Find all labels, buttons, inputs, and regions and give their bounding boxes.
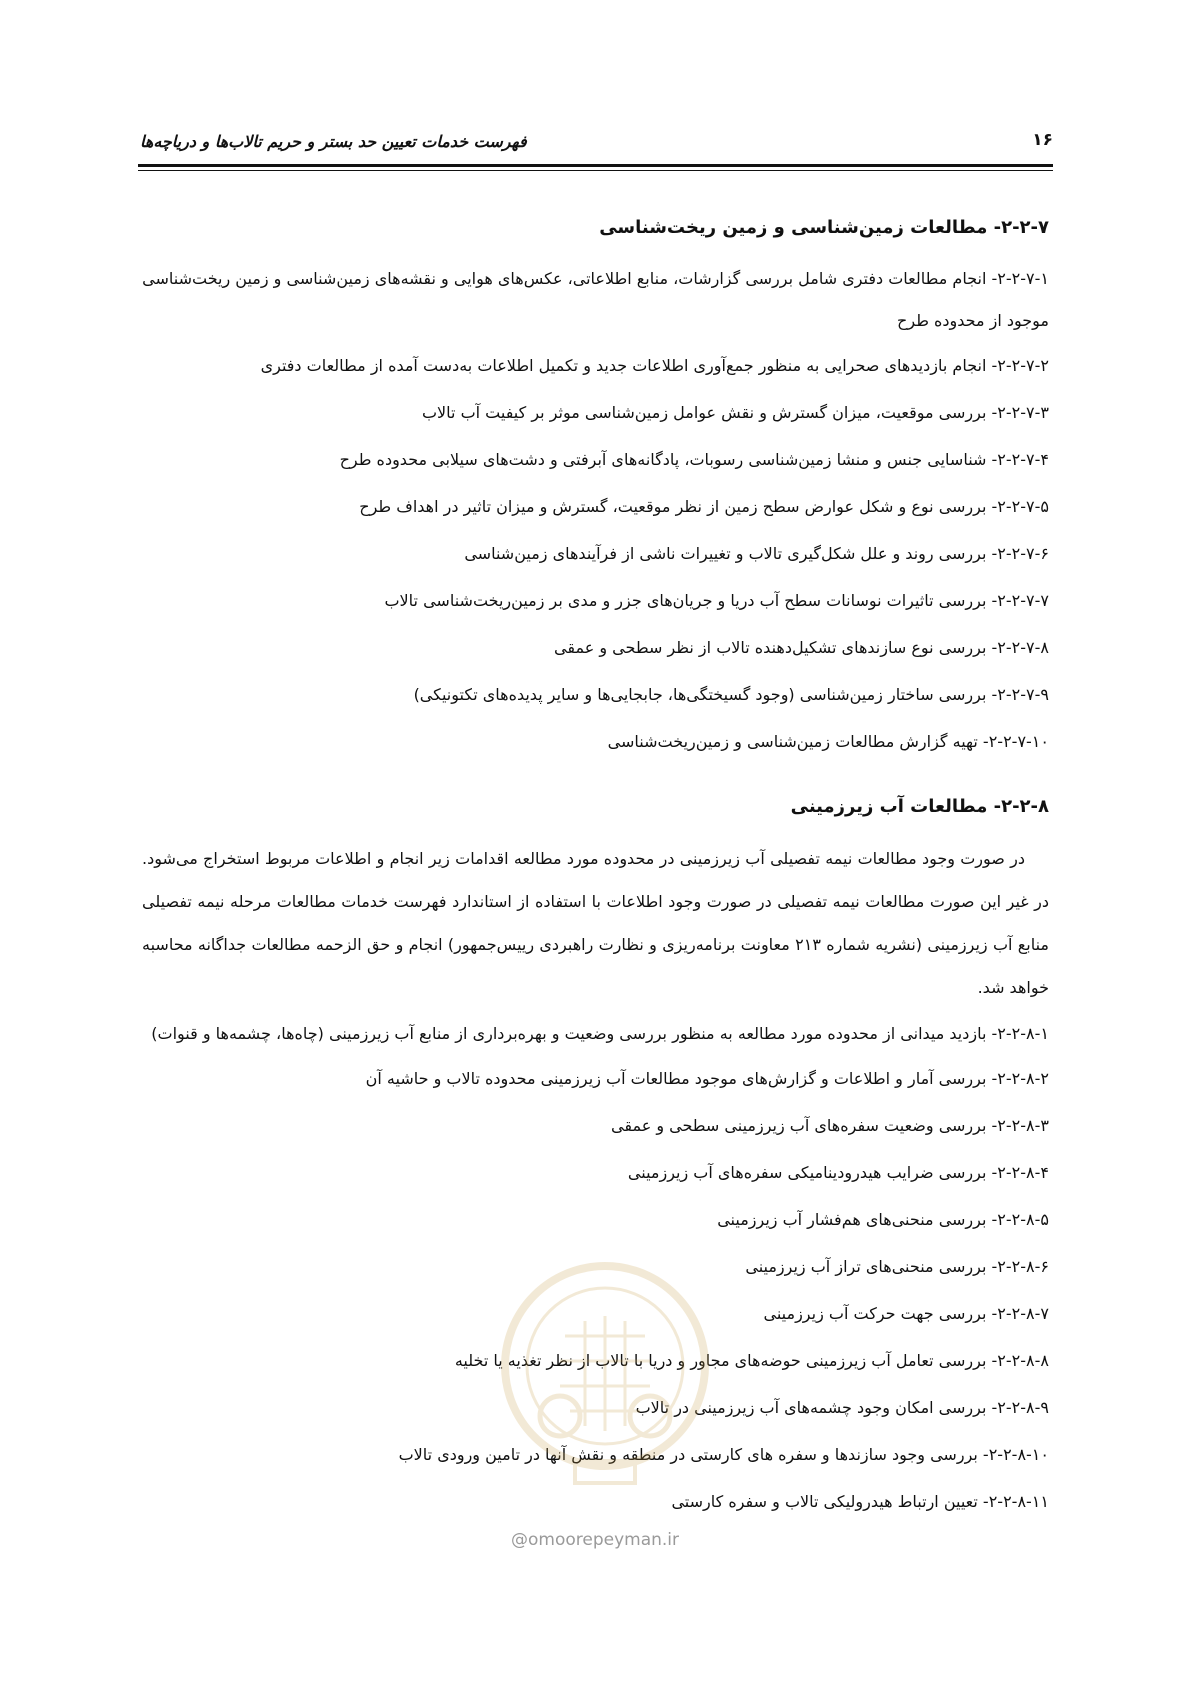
list-item: ۲-۲-۷-۵- بررسی نوع و شکل عوارض سطح زمین از نظر موقعیت، گسترش و میزان تاثیر در اهداف طرح: [359, 497, 1049, 516]
list-item: ۲-۲-۷-۸- بررسی نوع سازندهای تشکیل‌دهنده تالاب از نظر سطحی و عمقی: [554, 638, 1049, 657]
list-item: ۲-۲-۸-۸- بررسی تعامل آب زیرزمینی حوضه‌های مجاور و دریا با تالاب از نظر تغذیه یا تخلیه: [454, 1351, 1049, 1370]
list-item: ۲-۲-۷-۶- بررسی روند و علل شکل‌گیری تالاب و تغییرات ناشی از فرآیندهای زمین‌شناسی: [464, 544, 1049, 563]
list-item: ۲-۲-۸-۵- بررسی منحنی‌های هم‌فشار آب زیرزمینی: [717, 1210, 1049, 1229]
list-item: ۲-۲-۸-۱- بازدید میدانی از محدوده مورد مطالعه به منظور بررسی وضعیت و بهره‌برداری از منابع آب زیرزمینی (چاه‌ها، چشمه‌ها و قنوات): [151, 1024, 1049, 1043]
watermark-site-url: @omoorepeyman.ir: [510, 1530, 680, 1550]
section-heading-groundwater: ۲-۲-۸- مطالعات آب زیرزمینی: [790, 796, 1049, 817]
list-item: ۲-۲-۸-۱۱- تعیین ارتباط هیدرولیکی تالاب و سفره کارستی: [671, 1492, 1049, 1511]
list-item: ۲-۲-۸-۳- بررسی وضعیت سفره‌های آب زیرزمینی سطحی و عمقی: [611, 1116, 1049, 1135]
page-content: [142, 214, 1049, 1525]
groundwater-intro-paragraph: در صورت وجود مطالعات نیمه تفصیلی آب زیرزمینی در محدوده مورد مطالعه اقدامات زیر انجام و اطلاعات مربوط استخراج می‌شود. در غیر این صورت مطالعات نیمه تفصیلی در صورت وجود اطلاعات با استفاده از استاندارد فهرست خدمات مطالعات مرحله نیمه تفصیلی منابع آب زیرزمینی (نشریه شماره ۲۱۳ معاونت برنامه‌ریزی و نظارت راهبردی رییس‌جمهور) انجام و حق الزحمه مطالعات جداگانه محاسبه خواهد شد.: [142, 849, 1050, 997]
page-number: ۱۶: [1032, 130, 1053, 150]
list-item: ۲-۲-۷-۹- بررسی ساختار زمین‌شناسی (وجود گسیختگی‌ها، جابجایی‌ها و سایر پدیده‌های تکتونیکی): [413, 685, 1049, 704]
list-item: ۲-۲-۸-۲- بررسی آمار و اطلاعات و گزارش‌های موجود مطالعات آب زیرزمینی محدوده تالاب و حاشیه آن: [365, 1069, 1049, 1088]
page-header: [140, 128, 1053, 158]
list-item: ۲-۲-۸-۹- بررسی امکان وجود چشمه‌های آب زیرزمینی در تالاب: [635, 1398, 1049, 1417]
list-item: ۲-۲-۸-۷- بررسی جهت حرکت آب زیرزمینی: [763, 1304, 1049, 1323]
list-item: ۲-۲-۸-۴- بررسی ضرایب هیدرودینامیکی سفره‌های آب زیرزمینی: [627, 1163, 1049, 1182]
header-rule-thin: [138, 170, 1053, 171]
list-item: ۲-۲-۷-۱- انجام مطالعات دفتری شامل بررسی گزارشات، منابع اطلاعاتی، عکس‌های هوایی و نقشه‌های زمین‌شناسی و زمین ریخت‌شناسی موجود از محدوده طرح: [142, 269, 1049, 330]
header-rule-thick: [138, 164, 1053, 167]
running-title: فهرست خدمات تعیین حد بستر و حریم تالاب‌ها و دریاچه‌ها: [140, 132, 527, 151]
list-item: ۲-۲-۷-۲- انجام بازدیدهای صحرایی به منظور جمع‌آوری اطلاعات جدید و تکمیل اطلاعات به‌دست آمده از مطالعات دفتری: [260, 356, 1049, 375]
list-item: ۲-۲-۷-۱۰- تهیه گزارش مطالعات زمین‌شناسی و زمین‌ریخت‌شناسی: [607, 732, 1049, 751]
list-item: ۲-۲-۸-۶- بررسی منحنی‌های تراز آب زیرزمینی: [745, 1257, 1049, 1276]
list-item: ۲-۲-۷-۴- شناسایی جنس و منشا زمین‌شناسی رسوبات، پادگانه‌های آبرفتی و دشت‌های سیلابی محدوده طرح: [339, 450, 1049, 469]
list-item: ۲-۲-۷-۷- بررسی تاثیرات نوسانات سطح آب دریا و جریان‌های جزر و مدی بر زمین‌ریخت‌شناسی تالاب: [384, 591, 1049, 610]
groundwater-items-list: [142, 1013, 1049, 1525]
section-heading-geology: ۲-۲-۷- مطالعات زمین‌شناسی و زمین ریخت‌شناسی: [599, 217, 1049, 238]
geology-items-list: [142, 258, 1049, 765]
list-item: ۲-۲-۸-۱۰- بررسی وجود سازندها و سفره های کارستی در منطقه و نقش آنها در تامین ورودی تالاب: [398, 1445, 1049, 1464]
list-item: ۲-۲-۷-۳- بررسی موقعیت، میزان گسترش و نقش عوامل زمین‌شناسی موثر بر کیفیت آب تالاب: [421, 403, 1049, 422]
